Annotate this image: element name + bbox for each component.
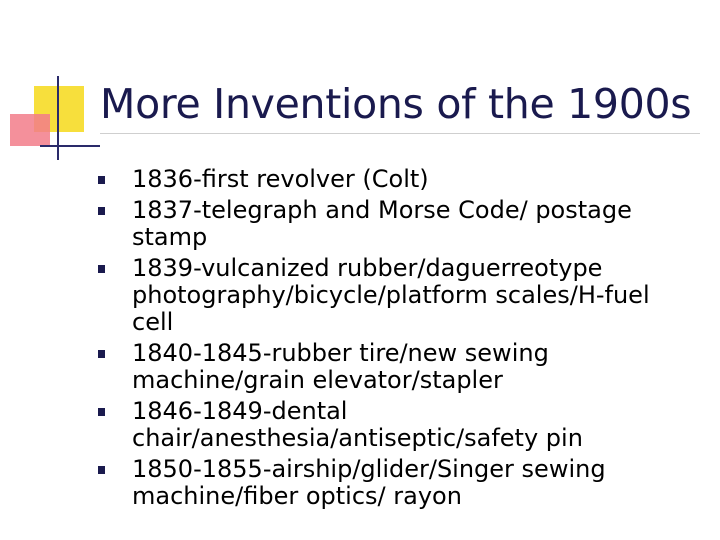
title-ornament-red-square [10,114,50,146]
square-bullet-icon [98,466,105,474]
bullet-text: 1846-1849-dental chair/anesthesia/antiseptic/safety pin [132,397,583,452]
bullet-list [98,166,698,514]
bullet-item [98,398,698,452]
title-ornament-horizontal-line [40,145,100,147]
square-bullet-icon [98,350,105,358]
bullet-text: 1850-1855-airship/glider/Singer sewing machine/fiber optics/ rayon [132,455,606,510]
bullet-text: 1836-first revolver (Colt) [132,165,429,193]
title-divider [100,133,700,134]
title-ornament-vertical-line [57,76,59,160]
slide-title: More Inventions of the 1900s [100,80,692,128]
bullet-item [98,340,698,394]
square-bullet-icon [98,207,105,215]
bullet-text: 1840-1845-rubber tire/new sewing machine/grain elevator/stapler [132,339,549,394]
bullet-item [98,255,698,336]
square-bullet-icon [98,265,105,273]
bullet-item [98,166,698,193]
bullet-text: 1837-telegraph and Morse Code/ postage stamp [132,196,632,251]
square-bullet-icon [98,176,105,184]
bullet-item [98,456,698,510]
bullet-text: 1839-vulcanized rubber/daguerreotype photography/bicycle/platform scales/H-fuel cell [132,254,650,336]
square-bullet-icon [98,408,105,416]
bullet-item [98,197,698,251]
